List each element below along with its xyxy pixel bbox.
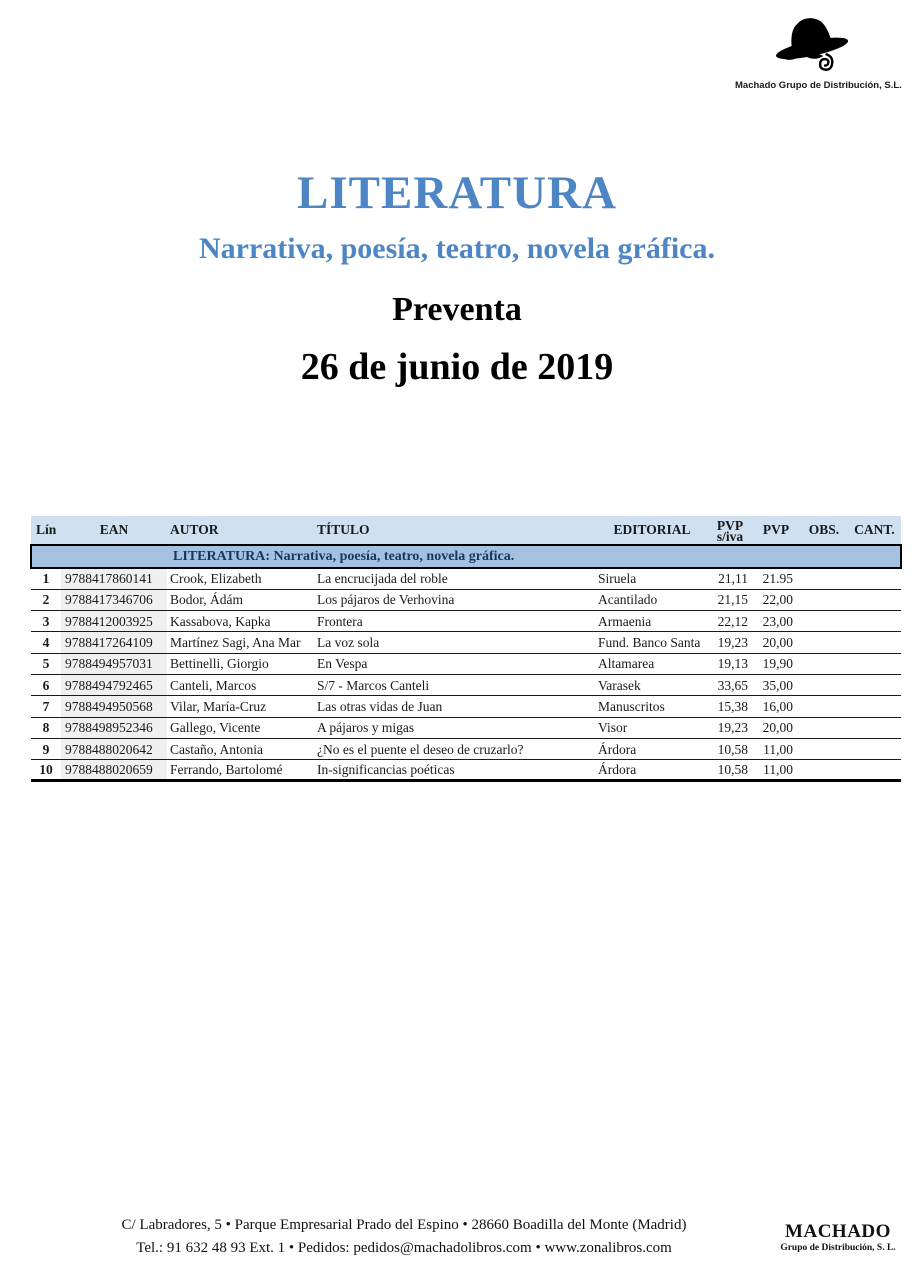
table-row xyxy=(31,632,901,653)
company-logo xyxy=(735,8,902,91)
cell-autor: Gallego, Vicente xyxy=(167,717,314,738)
footer-brand-sub: Grupo de Distribución, S. L. xyxy=(780,1243,896,1253)
cell-pvp-siva: 10,58 xyxy=(708,760,752,781)
footer-brand xyxy=(758,1221,918,1253)
cell-editorial: Acantilado xyxy=(596,589,708,610)
cell-ean: 9788417264109 xyxy=(61,632,167,653)
col-header-pvp: PVP xyxy=(752,516,800,545)
cell-lin: 10 xyxy=(31,760,61,781)
table-row xyxy=(31,717,901,738)
cell-pvp-siva: 10,58 xyxy=(708,738,752,759)
preventa-date: 26 de junio de 2019 xyxy=(300,346,614,388)
cell-lin: 7 xyxy=(31,696,61,717)
cell-titulo: Los pájaros de Verhovina xyxy=(314,589,596,610)
cell-pvp: 16,00 xyxy=(752,696,800,717)
cell-autor: Bettinelli, Giorgio xyxy=(167,653,314,674)
cell-obs xyxy=(800,738,848,759)
cell-lin: 8 xyxy=(31,717,61,738)
cell-ean: 9788498952346 xyxy=(61,717,167,738)
cell-cant xyxy=(848,696,901,717)
cell-lin: 5 xyxy=(31,653,61,674)
cell-editorial: Altamarea xyxy=(596,653,708,674)
cell-pvp-siva: 19,23 xyxy=(708,717,752,738)
cell-pvp-siva: 22,12 xyxy=(708,611,752,632)
cell-obs xyxy=(800,611,848,632)
cell-obs xyxy=(800,632,848,653)
cell-editorial: Visor xyxy=(596,717,708,738)
cell-pvp-siva: 21,15 xyxy=(708,589,752,610)
cell-pvp-siva: 21,11 xyxy=(708,568,752,589)
cell-obs xyxy=(800,589,848,610)
cell-titulo: A pájaros y migas xyxy=(314,717,596,738)
section-title: LITERATURA: Narrativa, poesía, teatro, novela gráfica. xyxy=(31,545,901,568)
cell-pvp-siva: 15,38 xyxy=(708,696,752,717)
cell-pvp: 20,00 xyxy=(752,717,800,738)
page-title: LITERATURA xyxy=(297,167,617,219)
section-banner-row xyxy=(31,545,901,568)
table-row xyxy=(31,568,901,589)
page-subtitle: Narrativa, poesía, teatro, novela gráfica. xyxy=(199,232,715,265)
cell-cant xyxy=(848,653,901,674)
pvp-siva-line2: s/iva xyxy=(716,529,744,544)
col-header-lin: Lín xyxy=(31,516,61,545)
cell-cant xyxy=(848,760,901,781)
table-body xyxy=(31,568,901,781)
cell-lin: 4 xyxy=(31,632,61,653)
cell-obs xyxy=(800,717,848,738)
cell-pvp: 11,00 xyxy=(752,760,800,781)
cell-autor: Canteli, Marcos xyxy=(167,674,314,695)
col-header-editorial: EDITORIAL xyxy=(596,516,708,545)
cell-editorial: Varasek xyxy=(596,674,708,695)
cell-titulo: Las otras vidas de Juan xyxy=(314,696,596,717)
table-row xyxy=(31,760,901,781)
cell-titulo: En Vespa xyxy=(314,653,596,674)
cell-obs xyxy=(800,568,848,589)
table-row xyxy=(31,611,901,632)
cell-editorial: Árdora xyxy=(596,760,708,781)
cell-editorial: Siruela xyxy=(596,568,708,589)
cell-titulo: S/7 - Marcos Canteli xyxy=(314,674,596,695)
cell-obs xyxy=(800,760,848,781)
cell-pvp: 11,00 xyxy=(752,738,800,759)
table-header-row xyxy=(31,516,901,545)
cell-autor: Crook, Elizabeth xyxy=(167,568,314,589)
cell-cant xyxy=(848,589,901,610)
cell-autor: Martínez Sagi, Ana Mar xyxy=(167,632,314,653)
cell-autor: Bodor, Ádám xyxy=(167,589,314,610)
cell-ean: 9788417860141 xyxy=(61,568,167,589)
cell-lin: 1 xyxy=(31,568,61,589)
cell-pvp: 35,00 xyxy=(752,674,800,695)
cell-obs xyxy=(800,696,848,717)
cell-lin: 6 xyxy=(31,674,61,695)
preventa-heading: Preventa xyxy=(392,291,522,328)
cell-autor: Kassabova, Kapka xyxy=(167,611,314,632)
footer-address-line1: C/ Labradores, 5 • Parque Empresarial Prado del Espino • 28660 Boadilla del Monte (Madrid) xyxy=(121,1217,687,1233)
table-row xyxy=(31,653,901,674)
footer-address-line2: Tel.: 91 632 48 93 Ext. 1 • Pedidos: pedidos@machadolibros.com • www.zonalibros.com xyxy=(136,1239,672,1256)
table-row xyxy=(31,674,901,695)
col-header-pvp-siva xyxy=(708,516,752,545)
cell-editorial: Árdora xyxy=(596,738,708,759)
cell-ean: 9788494957031 xyxy=(61,653,167,674)
cell-titulo: La encrucijada del roble xyxy=(314,568,596,589)
cell-titulo: La voz sola xyxy=(314,632,596,653)
book-pricelist-table xyxy=(30,516,902,782)
cell-obs xyxy=(800,653,848,674)
cell-ean: 9788494950568 xyxy=(61,696,167,717)
pvp-siva-line1: PVP xyxy=(716,518,744,533)
cell-cant xyxy=(848,738,901,759)
cell-editorial: Manuscritos xyxy=(596,696,708,717)
cell-pvp: 23,00 xyxy=(752,611,800,632)
cell-pvp-siva: 19,13 xyxy=(708,653,752,674)
cell-editorial: Armaenia xyxy=(596,611,708,632)
col-header-ean: EAN xyxy=(61,516,167,545)
cell-lin: 9 xyxy=(31,738,61,759)
footer-brand-name: MACHADO xyxy=(785,1221,891,1242)
cell-pvp-siva: 19,23 xyxy=(708,632,752,653)
cell-cant xyxy=(848,674,901,695)
cell-lin: 3 xyxy=(31,611,61,632)
cell-lin: 2 xyxy=(31,589,61,610)
cell-pvp: 19,90 xyxy=(752,653,800,674)
cell-cant xyxy=(848,632,901,653)
cell-titulo: ¿No es el puente el deseo de cruzarlo? xyxy=(314,738,596,759)
col-header-obs: OBS. xyxy=(800,516,848,545)
cell-autor: Ferrando, Bartolomé xyxy=(167,760,314,781)
cell-pvp: 22,00 xyxy=(752,589,800,610)
cell-ean: 9788488020642 xyxy=(61,738,167,759)
col-header-cant: CANT. xyxy=(848,516,901,545)
logo-caption: Machado Grupo de Distribución, S.L. xyxy=(735,80,902,91)
table-row xyxy=(31,589,901,610)
cell-titulo: In-significancias poéticas xyxy=(314,760,596,781)
cell-pvp: 21.95 xyxy=(752,568,800,589)
cell-ean: 9788488020659 xyxy=(61,760,167,781)
col-header-titulo: TÍTULO xyxy=(314,516,596,545)
table-row xyxy=(31,738,901,759)
cell-obs xyxy=(800,674,848,695)
footer-address xyxy=(30,1214,778,1259)
table-row xyxy=(31,696,901,717)
cell-autor: Castaño, Antonia xyxy=(167,738,314,759)
cell-ean: 9788412003925 xyxy=(61,611,167,632)
cell-ean: 9788417346706 xyxy=(61,589,167,610)
hat-logo-icon xyxy=(735,8,883,80)
cell-pvp-siva: 33,65 xyxy=(708,674,752,695)
cell-titulo: Frontera xyxy=(314,611,596,632)
cell-ean: 9788494792465 xyxy=(61,674,167,695)
col-header-autor: AUTOR xyxy=(167,516,314,545)
cell-cant xyxy=(848,611,901,632)
cell-pvp: 20,00 xyxy=(752,632,800,653)
cell-cant xyxy=(848,568,901,589)
cell-editorial: Fund. Banco Santa xyxy=(596,632,708,653)
cell-autor: Vilar, María-Cruz xyxy=(167,696,314,717)
cell-cant xyxy=(848,717,901,738)
